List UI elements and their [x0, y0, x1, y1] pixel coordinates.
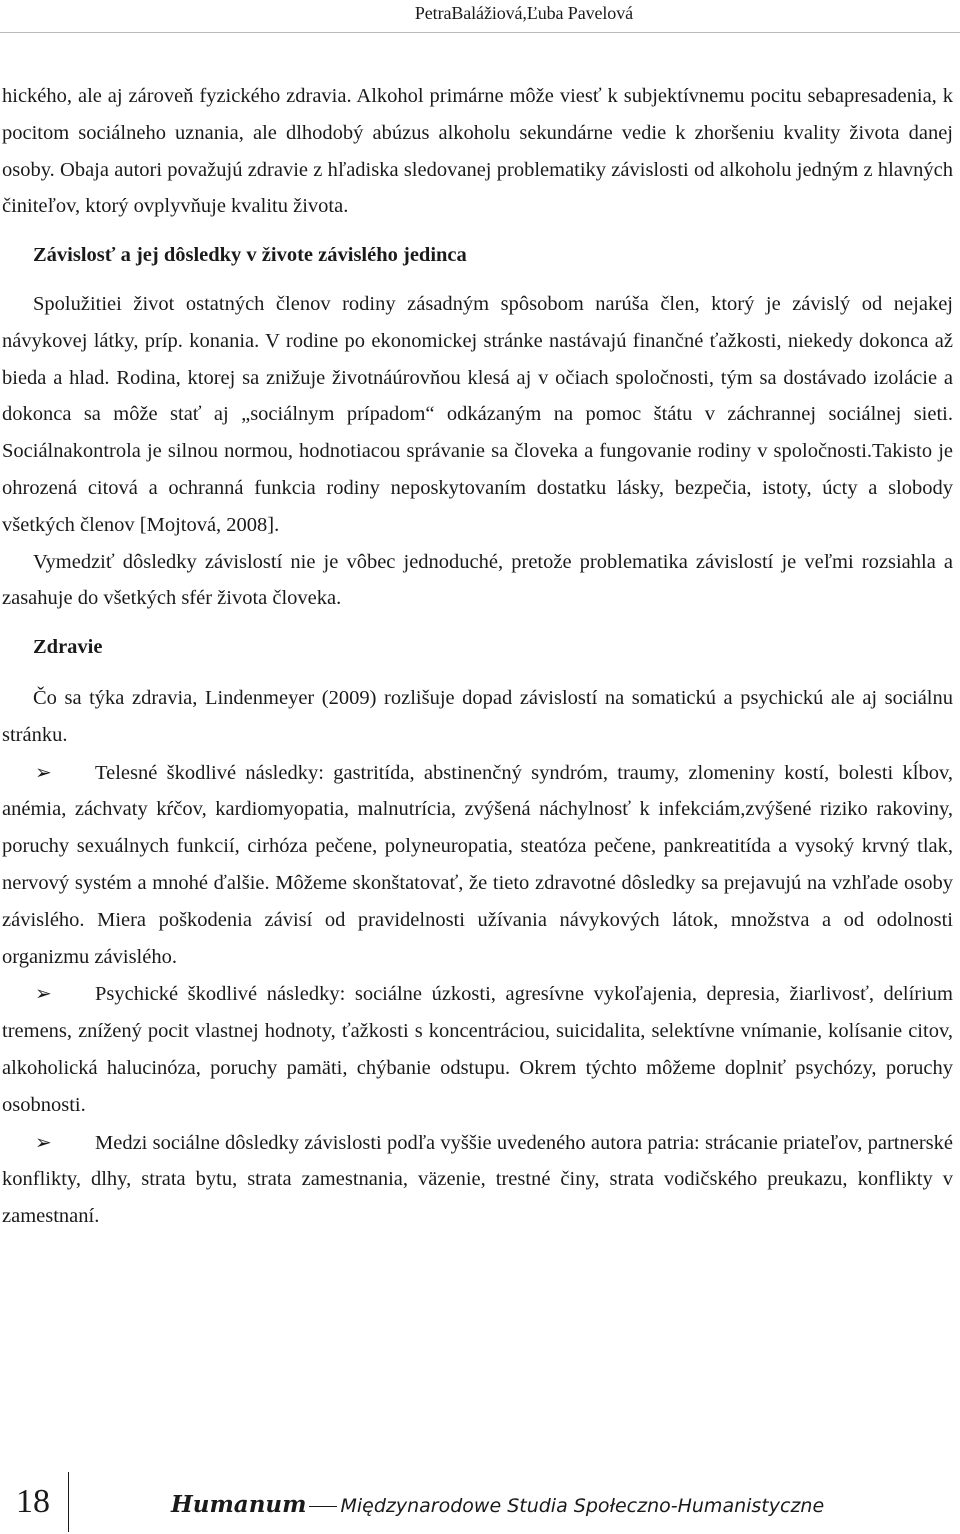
bullet-item	[2, 1124, 953, 1235]
arrow-bullet-icon: ➢	[35, 759, 52, 784]
bullet-text: Telesné škodlivé následky: gastritída, abstinenčný syndróm, traumy, zlomeniny kostí, bolesti kĺbov, anémia, záchvaty kŕčov, kardiomyopatia, malnutrícia, zvýšená náchylnosť k infekciám,zvýšené riziko rakoviny, poruchy sexuálnych funkcií, cirhóza pečene, polyneuropatia, steatóza pečene, pankreatitída a vysoký krvný tlak, nervový systém a mnohé ďalšie. Môžeme skonštatovať, že tieto zdravotné dôsledky sa prejavujú na vzhľade osoby závislého. Miera poškodenia závisí od pravidelnosti užívania návykových látok, množstva a od odolnosti organizmu závislého.	[2, 761, 953, 968]
footer-divider	[68, 1472, 69, 1532]
paragraph: hického, ale aj zároveň fyzického zdravia. Alkohol primárne môže viesť k subjektívnemu pocitu sebapresadenia, k pocitom sociálneho uznania, ale dlhodobý abúzus alkoholu sekundárne vedie k zhoršeniu kvality života danej osoby. Obaja autori považujú zdravie z hľadiska sledovanej problematiky závislosti od alkoholu jedným z hlavných činiteľov, ktorý ovplyvňuje kvalitu života.	[2, 85, 953, 218]
header-rule	[0, 32, 960, 33]
journal-name: Humanum	[171, 1491, 307, 1518]
journal-dash	[309, 1506, 337, 1507]
paragraph: Spolužitiei život ostatných členov rodiny zásadným spôsobom narúša člen, ktorý je závislý od nejakej návykovej látky, príp. konania. V rodine po ekonomickej stránke nastávajú finančné ťažkosti, niekedy dokonca až bieda a hlad. Rodina, ktorej sa znižuje životnáúrovňou klesá aj v očiach spoločnosti, tým sa dostávado izolácie a dokonca sa môže stať aj „sociálnym prípadom“ odkázaným na pomoc štátu v záchrannej sociálnej sieti. Sociálnakontrola je silnou normou, hodnotiacou správanie sa človeka a fungovanie rodiny v spoločnosti.Takisto je ohrozená citová a ochranná funkcia rodiny neposkytovaním dostatku lásky, bezpečia, istoty, úcty a slobody všetkých členov [Mojtová, 2008].	[2, 292, 953, 536]
section-heading: Zdravie	[33, 636, 103, 659]
bullet-text: Psychické škodlivé následky: sociálne úzkosti, agresívne vykoľajenia, depresia, žiarlivosť, delírium tremens, znížený pocit vlastnej hodnoty, ťažkosti s koncentráciou, suicidalita, selektívne vnímanie, kolísanie citov, alkoholická halucinóza, poruchy pamäti, chýbanie odstupu. Okrem týchto môžeme doplniť psychózy, poruchy osobnosti.	[2, 983, 953, 1116]
arrow-bullet-icon: ➢	[35, 981, 52, 1006]
bullet-item	[2, 975, 953, 1123]
page-footer	[0, 1462, 960, 1534]
section-heading: Závislosť a jej dôsledky v živote závislého jedinca	[33, 244, 467, 267]
paragraph: Čo sa týka zdravia, Lindenmeyer (2009) rozlišuje dopad závislostí na somatickú a psychickú ale aj sociálnu stránku.	[2, 686, 953, 746]
arrow-bullet-icon: ➢	[35, 1129, 52, 1154]
journal-title	[171, 1490, 824, 1523]
page-header	[0, 0, 960, 36]
bullet-item	[2, 754, 953, 976]
article-body	[2, 78, 953, 1235]
journal-subtitle: Międzynarodowe Studia Społeczno-Humanistyczne	[340, 1495, 825, 1517]
header-authors: PetraBalážiová,Ľuba Pavelová	[414, 3, 633, 23]
paragraph: Vymedziť dôsledky závislostí nie je vôbec jednoduché, pretože problematika závislostí je veľmi rozsiahla a zasahuje do všetkých sfér života človeka.	[2, 550, 953, 610]
bullet-text: Medzi sociálne dôsledky závislosti podľa vyššie uvedeného autora patria: strácanie priateľov, partnerské konflikty, dlhy, strata bytu, strata zamestnania, väzenie, trestné činy, strata vodičského preukazu, konflikty v zamestnaní.	[2, 1131, 953, 1228]
page-number: 18	[16, 1483, 50, 1520]
